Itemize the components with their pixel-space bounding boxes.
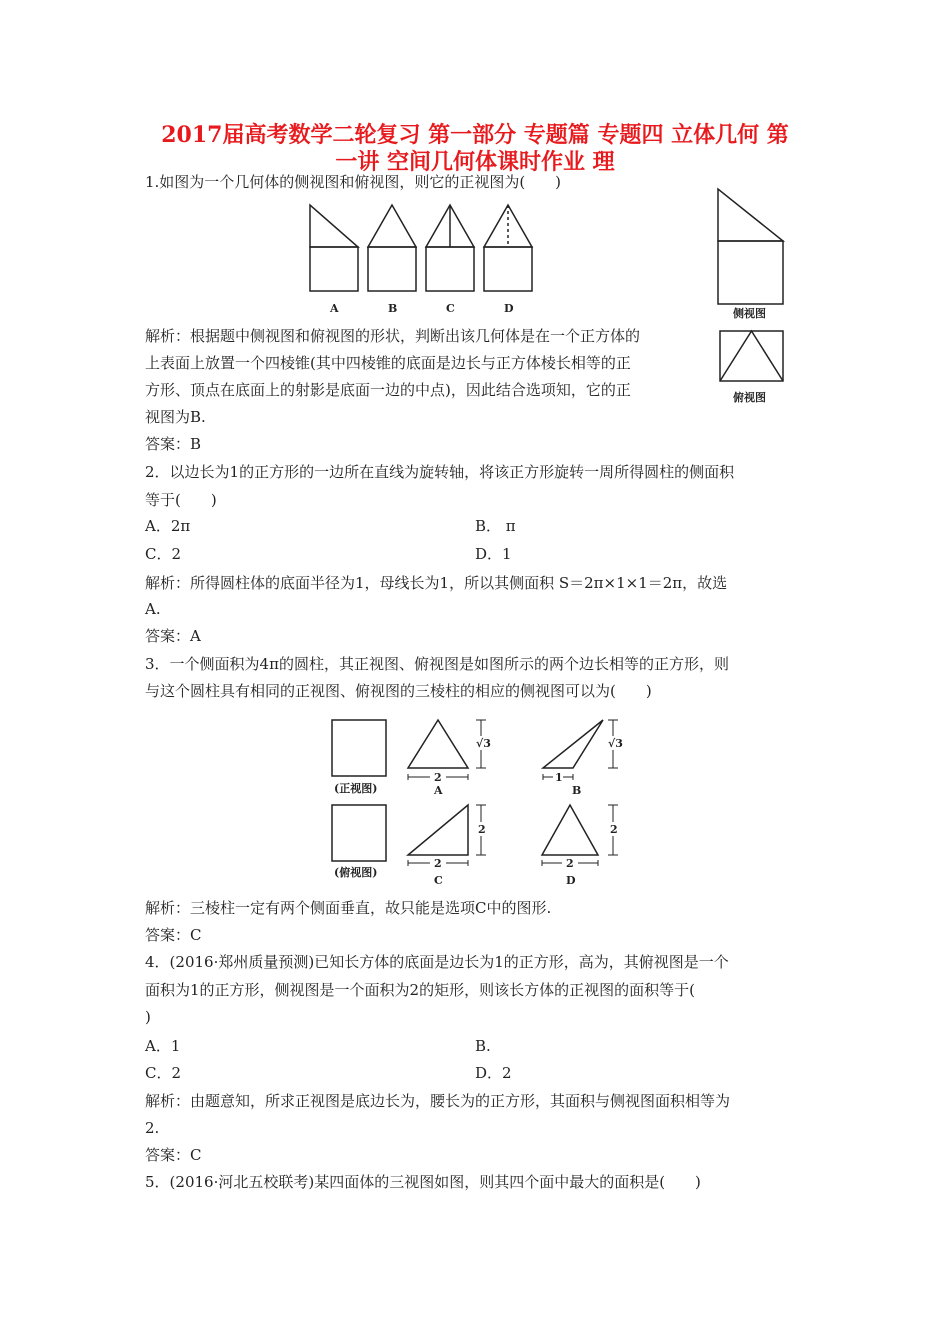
q3-d-base-label: 2 <box>566 857 574 870</box>
q2-option-c: C．2 <box>145 545 182 563</box>
q2-answer: 答案：A <box>145 627 201 645</box>
q4-analysis-line1: 解析：由题意知，所求正视图是底边长为，腰长为的正方形，其面积与侧视图面积相等为 <box>145 1092 731 1110</box>
q3-figures <box>328 710 628 890</box>
q1-side-view-square <box>718 241 783 304</box>
q2-stem-line1: 2．以边长为1的正方形的一边所在直线为旋转轴，将该正方形旋转一周所得圆柱的侧面积 <box>145 463 735 481</box>
q3-option-c-triangle <box>408 805 468 855</box>
q1-option-c-figure <box>426 205 474 291</box>
q1-option-figures <box>300 195 540 320</box>
q3-analysis: 解析：三棱柱一定有两个侧面垂直，故只能是选项C中的图形. <box>145 899 552 917</box>
q3-front-view-label: (正视图) <box>334 782 378 795</box>
q2-option-d: D．1 <box>475 545 512 563</box>
q4-option-c: C．2 <box>145 1064 182 1082</box>
q1-answer: 答案：B <box>145 435 202 453</box>
q1-option-d-label: D <box>504 302 514 315</box>
q3-stem-line2: 与这个圆柱具有相同的正视图、俯视图的三棱柱的相应的侧视图可以为( ) <box>145 682 652 700</box>
q3-b-base-label: 1 <box>555 771 563 784</box>
q4-stem-line2: 面积为1的正方形，侧视图是一个面积为2的矩形，则该长方体的正视图的面积等于( <box>145 981 695 999</box>
q3-stem-line1: 3．一个侧面积为4π的圆柱，其正视图、俯视图是如图所示的两个边长相等的正方形，则 <box>145 655 729 673</box>
q1-top-view-square <box>720 331 783 381</box>
q3-c-height-label: 2 <box>478 823 486 836</box>
q3-top-view-label: (俯视图) <box>334 866 378 879</box>
q3-option-d-label: D <box>566 874 576 887</box>
q3-front-view-square <box>332 720 386 776</box>
q3-a-height-label: √3 <box>476 737 491 750</box>
q1-analysis-line4: 视图为B. <box>145 408 206 426</box>
q2-analysis-line1: 解析：所得圆柱体的底面半径为1，母线长为1，所以其侧面积 S＝2π×1×1＝2π，故选 <box>145 574 728 592</box>
document-title-line2: 一讲 空间几何体课时作业 理 <box>335 149 615 175</box>
q1-option-b-label: B <box>388 302 398 315</box>
q4-option-a: A．1 <box>145 1037 181 1055</box>
q1-side-view-triangle <box>718 189 783 241</box>
q1-top-view-label: 俯视图 <box>733 391 766 404</box>
q3-d-height-label: 2 <box>610 823 618 836</box>
q1-side-view-label: 侧视图 <box>733 307 766 320</box>
q1-analysis-line1: 解析：根据题中侧视图和俯视图的形状，判断出该几何体是在一个正方体的 <box>145 327 641 345</box>
q3-option-d-triangle <box>542 805 598 855</box>
q3-top-view-square <box>332 805 386 861</box>
q1-option-d-figure <box>484 205 532 291</box>
q4-option-b: B. <box>475 1037 491 1055</box>
q1-option-b-figure <box>368 205 416 291</box>
document-title-line1: 2017届高考数学二轮复习 第一部分 专题篇 专题四 立体几何 第 <box>161 122 789 148</box>
q3-option-a-label: A <box>434 784 443 797</box>
q1-option-a-figure <box>310 205 358 291</box>
q2-option-b: B． π <box>475 517 516 535</box>
q3-option-c-label: C <box>434 874 443 887</box>
q4-analysis-line2: 2. <box>145 1119 160 1137</box>
q1-analysis-line3: 方形、顶点在底面上的射影是底面一边的中点)，因此结合选项知，它的正 <box>145 381 631 399</box>
q4-stem-line3: ) <box>145 1008 151 1026</box>
q3-option-a-triangle <box>408 720 468 768</box>
q5-stem: 5．(2016·河北五校联考)某四面体的三视图如图，则其四个面中最大的面积是( ) <box>145 1173 701 1191</box>
q1-top-view-triangle <box>720 331 783 381</box>
q3-answer: 答案：C <box>145 926 202 944</box>
q3-option-b-triangle <box>543 720 603 768</box>
q1-side-top-views <box>715 185 790 410</box>
q2-analysis-line2: A. <box>145 600 161 618</box>
q2-stem-line2: 等于( ) <box>145 491 217 509</box>
q3-a-base-label: 2 <box>434 771 442 784</box>
q2-option-a: A．2π <box>145 517 191 535</box>
q3-b-height-label: √3 <box>608 737 623 750</box>
q1-option-c-label: C <box>446 302 455 315</box>
q4-option-d: D．2 <box>475 1064 512 1082</box>
q3-c-base-label: 2 <box>434 857 442 870</box>
q4-stem-line1: 4．(2016·郑州质量预测)已知长方体的底面是边长为1的正方形，高为，其俯视图是一个 <box>145 953 729 971</box>
q1-option-a-label: A <box>330 302 339 315</box>
q1-stem: 1.如图为一个几何体的侧视图和俯视图，则它的正视图为( ) <box>145 173 562 191</box>
q4-answer: 答案：C <box>145 1146 202 1164</box>
q1-analysis-line2: 上表面上放置一个四棱锥(其中四棱锥的底面是边长与正方体棱长相等的正 <box>145 354 631 372</box>
q3-option-b-label: B <box>572 784 582 797</box>
